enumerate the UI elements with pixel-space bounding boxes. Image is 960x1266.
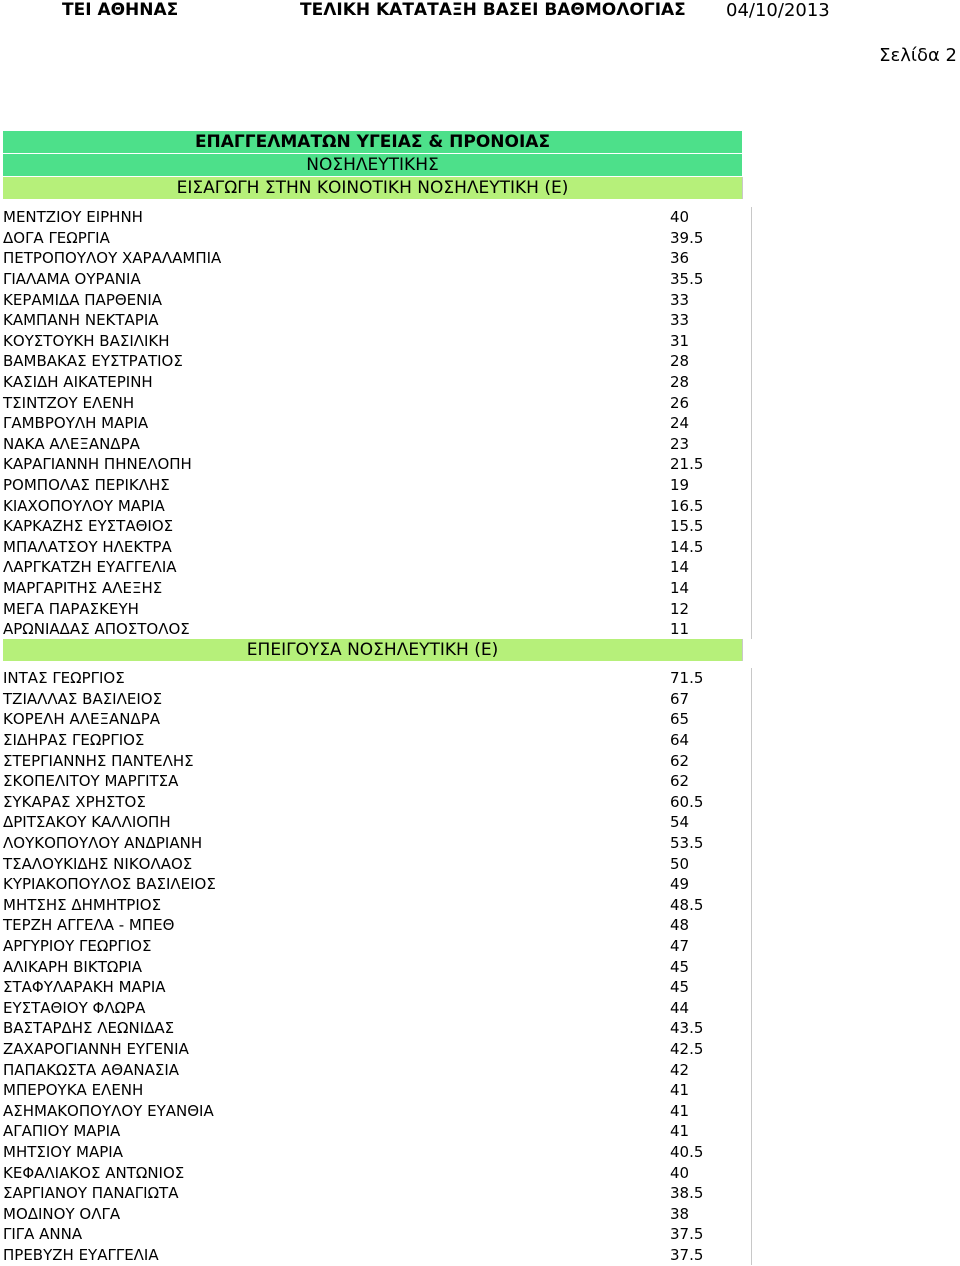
table-row — [3, 1039, 751, 1060]
table-row — [3, 874, 751, 895]
candidate-score: 28 — [670, 373, 690, 392]
candidate-score: 40.5 — [670, 1142, 704, 1161]
candidate-name: ΚΑΣΙΔΗ ΑΙΚΑΤΕΡΙΝΗ — [3, 373, 153, 392]
candidate-name: ΚΑΜΠΑΝΗ ΝΕΚΤΑΡΙΑ — [3, 311, 159, 330]
table-row — [3, 1080, 751, 1101]
candidate-name: ΡΟΜΠΟΛΑΣ ΠΕΡΙΚΛΗΣ — [3, 476, 170, 495]
candidate-score: 14.5 — [670, 537, 704, 556]
ranking-list — [3, 668, 751, 1265]
table-row — [3, 750, 751, 771]
table-row — [3, 578, 751, 599]
candidate-name: ΓΑΜΒΡΟΥΛΗ ΜΑΡΙΑ — [3, 414, 149, 433]
table-row — [3, 310, 751, 331]
table-row — [3, 792, 751, 813]
candidate-name: ΕΥΣΤΑΘΙΟΥ ΦΛΩΡΑ — [3, 998, 146, 1017]
section-title-emergency-nursing: ΕΠΕΙΓΟΥΣΑ ΝΟΣΗΛΕΥΤΙΚΗ (Ε) — [3, 639, 743, 661]
candidate-score: 15.5 — [670, 517, 704, 536]
table-row — [3, 936, 751, 957]
section-title-community-nursing: ΕΙΣΑΓΩΓΗ ΣΤΗΝ ΚΟΙΝΟΤΙΚΗ ΝΟΣΗΛΕΥΤΙΚΗ (Ε) — [3, 177, 743, 199]
candidate-name: ΠΡΕΒΥΖΗ ΕΥΑΓΓΕΛΙΑ — [3, 1245, 159, 1264]
table-row — [3, 1162, 751, 1183]
candidate-name: ΚΙΑΧΟΠΟΥΛΟΥ ΜΑΡΙΑ — [3, 496, 165, 515]
candidate-score: 45 — [670, 957, 690, 976]
candidate-score: 65 — [670, 710, 690, 729]
candidate-score: 16.5 — [670, 496, 704, 515]
candidate-score: 28 — [670, 352, 690, 371]
table-row — [3, 351, 751, 372]
candidate-score: 37.5 — [670, 1225, 704, 1244]
candidate-score: 44 — [670, 998, 690, 1017]
report-title: ΤΕΛΙΚΗ ΚΑΤΑΤΑΞΗ ΒΑΣΕΙ ΒΑΘΜΟΛΟΓΙΑΣ — [300, 0, 686, 20]
candidate-name: ΚΟΡΕΛΗ ΑΛΕΞΑΝΔΡΑ — [3, 710, 161, 729]
candidate-score: 38.5 — [670, 1184, 704, 1203]
candidate-name: ΣΤΑΦΥΛΑΡΑΚΗ ΜΑΡΙΑ — [3, 978, 166, 997]
table-row — [3, 269, 751, 290]
table-row — [3, 495, 751, 516]
table-row — [3, 557, 751, 578]
candidate-score: 43.5 — [670, 1019, 704, 1038]
candidate-name: ΒΑΣΤΑΡΔΗΣ ΛΕΩΝΙΔΑΣ — [3, 1019, 175, 1038]
candidate-score: 19 — [670, 476, 690, 495]
table-row — [3, 812, 751, 833]
school-title: ΕΠΑΓΓΕΛΜΑΤΩΝ ΥΓΕΙΑΣ & ΠΡΟΝΟΙΑΣ — [3, 131, 742, 153]
table-row — [3, 413, 751, 434]
candidate-name: ΜΕΓΑ ΠΑΡΑΣΚΕΥΗ — [3, 599, 139, 618]
candidate-name: ΑΣΗΜΑΚΟΠΟΥΛΟΥ ΕΥΑΝΘΙΑ — [3, 1101, 214, 1120]
table-row — [3, 977, 751, 998]
candidate-score: 67 — [670, 689, 690, 708]
section-emergency-nursing — [3, 668, 752, 1265]
table-row — [3, 228, 751, 249]
table-row — [3, 372, 751, 393]
table-row — [3, 516, 751, 537]
candidate-score: 21.5 — [670, 455, 704, 474]
table-row — [3, 1224, 751, 1245]
candidate-score: 38 — [670, 1204, 690, 1223]
table-row — [3, 915, 751, 936]
table-row — [3, 1203, 751, 1224]
table-row — [3, 956, 751, 977]
department-title: ΝΟΣΗΛΕΥΤΙΚΗΣ — [3, 154, 742, 176]
candidate-score: 49 — [670, 875, 690, 894]
candidate-name: ΤΖΙΑΛΛΑΣ ΒΑΣΙΛΕΙΟΣ — [3, 689, 163, 708]
candidate-score: 33 — [670, 290, 690, 309]
candidate-name: ΠΑΠΑΚΩΣΤΑ ΑΘΑΝΑΣΙΑ — [3, 1060, 180, 1079]
candidate-name: ΜΟΔΙΝΟΥ ΟΛΓΑ — [3, 1204, 121, 1223]
candidate-score: 41 — [670, 1081, 690, 1100]
table-row — [3, 1059, 751, 1080]
report-date: 04/10/2013 — [726, 0, 830, 21]
candidate-score: 48 — [670, 916, 690, 935]
institution-name: ΤΕΙ ΑΘΗΝΑΣ — [62, 0, 179, 20]
candidate-score: 12 — [670, 599, 690, 618]
candidate-score: 31 — [670, 331, 690, 350]
candidate-name: ΣΙΔΗΡΑΣ ΓΕΩΡΓΙΟΣ — [3, 731, 145, 750]
candidate-score: 24 — [670, 414, 690, 433]
candidate-name: ΣΑΡΓΙΑΝΟΥ ΠΑΝΑΓΙΩΤΑ — [3, 1184, 179, 1203]
candidate-name: ΚΑΡΑΓΙΑΝΝΗ ΠΗΝΕΛΟΠΗ — [3, 455, 192, 474]
table-row — [3, 537, 751, 558]
candidate-score: 64 — [670, 731, 690, 750]
section-community-nursing — [3, 207, 752, 639]
candidate-score: 71.5 — [670, 669, 704, 688]
table-row — [3, 998, 751, 1019]
candidate-name: ΔΡΙΤΣΑΚΟΥ ΚΑΛΛΙΟΠΗ — [3, 813, 171, 832]
candidate-name: ΝΑΚΑ ΑΛΕΞΑΝΔΡΑ — [3, 434, 140, 453]
candidate-score: 53.5 — [670, 834, 704, 853]
table-row — [3, 689, 751, 710]
table-row — [3, 598, 751, 619]
table-row — [3, 1018, 751, 1039]
candidate-score: 14 — [670, 558, 690, 577]
table-row — [3, 1100, 751, 1121]
table-row — [3, 619, 751, 640]
candidate-name: ΚΕΡΑΜΙΔΑ ΠΑΡΘΕΝΙΑ — [3, 290, 163, 309]
table-row — [3, 895, 751, 916]
candidate-score: 47 — [670, 937, 690, 956]
candidate-name: ΑΛΙΚΑΡΗ ΒΙΚΤΩΡΙΑ — [3, 957, 143, 976]
candidate-score: 54 — [670, 813, 690, 832]
table-row — [3, 730, 751, 751]
table-row — [3, 709, 751, 730]
candidate-score: 40 — [670, 208, 690, 227]
candidate-score: 33 — [670, 311, 690, 330]
candidate-score: 40 — [670, 1163, 690, 1182]
candidate-name: ΚΑΡΚΑΖΗΣ ΕΥΣΤΑΘΙΟΣ — [3, 517, 174, 536]
candidate-score: 45 — [670, 978, 690, 997]
candidate-name: ΤΕΡΖΗ ΑΓΓΕΛΑ - ΜΠΕΘ — [3, 916, 175, 935]
candidate-name: ΓΙΑΛΑΜΑ ΟΥΡΑΝΙΑ — [3, 270, 141, 289]
table-row — [3, 207, 751, 228]
candidate-score: 36 — [670, 249, 690, 268]
candidate-score: 48.5 — [670, 895, 704, 914]
candidate-score: 35.5 — [670, 270, 704, 289]
candidate-score: 23 — [670, 434, 690, 453]
candidate-name: ΠΕΤΡΟΠΟΥΛΟΥ ΧΑΡΑΛΑΜΠΙΑ — [3, 249, 222, 268]
candidate-score: 60.5 — [670, 792, 704, 811]
table-row — [3, 833, 751, 854]
table-row — [3, 248, 751, 269]
candidate-score: 14 — [670, 578, 690, 597]
candidate-score: 50 — [670, 854, 690, 873]
candidate-name: ΚΥΡΙΑΚΟΠΟΥΛΟΣ ΒΑΣΙΛΕΙΟΣ — [3, 875, 216, 894]
table-row — [3, 853, 751, 874]
candidate-name: ΛΑΡΓΚΑΤΖΗ ΕΥΑΓΓΕΛΙΑ — [3, 558, 177, 577]
candidate-score: 37.5 — [670, 1245, 704, 1264]
table-row — [3, 392, 751, 413]
table-row — [3, 331, 751, 352]
candidate-name: ΣΥΚΑΡΑΣ ΧΡΗΣΤΟΣ — [3, 792, 146, 811]
candidate-name: ΚΕΦΑΛΙΑΚΟΣ ΑΝΤΩΝΙΟΣ — [3, 1163, 185, 1182]
candidate-name: ΙΝΤΑΣ ΓΕΩΡΓΙΟΣ — [3, 669, 125, 688]
candidate-name: ΔΟΓΑ ΓΕΩΡΓΙΑ — [3, 228, 110, 247]
candidate-name: ΒΑΜΒΑΚΑΣ ΕΥΣΤΡΑΤΙΟΣ — [3, 352, 183, 371]
candidate-score: 62 — [670, 772, 690, 791]
table-row — [3, 454, 751, 475]
candidate-name: ΑΓΑΠΙΟΥ ΜΑΡΙΑ — [3, 1122, 121, 1141]
table-row — [3, 1121, 751, 1142]
candidate-name: ΜΠΕΡΟΥΚΑ ΕΛΕΝΗ — [3, 1081, 144, 1100]
candidate-name: ΓΙΓΑ ΑΝΝΑ — [3, 1225, 83, 1244]
ranking-list — [3, 207, 751, 639]
table-row — [3, 1245, 751, 1266]
candidate-score: 62 — [670, 751, 690, 770]
candidate-score: 39.5 — [670, 228, 704, 247]
candidate-name: ΑΡΩΝΙΑΔΑΣ ΑΠΟΣΤΟΛΟΣ — [3, 620, 190, 639]
candidate-score: 42 — [670, 1060, 690, 1079]
candidate-name: ΜΠΑΛΑΤΣΟΥ ΗΛΕΚΤΡΑ — [3, 537, 172, 556]
candidate-name: ΑΡΓΥΡΙΟΥ ΓΕΩΡΓΙΟΣ — [3, 937, 152, 956]
table-row — [3, 475, 751, 496]
candidate-name: ΜΗΤΣΗΣ ΔΗΜΗΤΡΙΟΣ — [3, 895, 162, 914]
candidate-score: 41 — [670, 1101, 690, 1120]
candidate-name: ΛΟΥΚΟΠΟΥΛΟΥ ΑΝΔΡΙΑΝΗ — [3, 834, 203, 853]
candidate-name: ΣΤΕΡΓΙΑΝΝΗΣ ΠΑΝΤΕΛΗΣ — [3, 751, 194, 770]
table-row — [3, 668, 751, 689]
table-row — [3, 1183, 751, 1204]
candidate-name: ΜΗΤΣΙΟΥ ΜΑΡΙΑ — [3, 1142, 123, 1161]
table-row — [3, 771, 751, 792]
candidate-score: 41 — [670, 1122, 690, 1141]
candidate-score: 42.5 — [670, 1039, 704, 1058]
candidate-name: ΤΣΙΝΤΖΟΥ ΕΛΕΝΗ — [3, 393, 135, 412]
table-row — [3, 289, 751, 310]
candidate-name: ΜΑΡΓΑΡΙΤΗΣ ΑΛΕΞΗΣ — [3, 578, 163, 597]
page-number: Σελίδα 2 — [879, 45, 957, 66]
candidate-name: ΤΣΑΛΟΥΚΙΔΗΣ ΝΙΚΟΛΑΟΣ — [3, 854, 193, 873]
table-row — [3, 434, 751, 455]
candidate-score: 11 — [670, 620, 690, 639]
candidate-name: ΚΟΥΣΤΟΥΚΗ ΒΑΣΙΛΙΚΗ — [3, 331, 170, 350]
candidate-name: ΖΑΧΑΡΟΓΙΑΝΝΗ ΕΥΓΕΝΙΑ — [3, 1039, 189, 1058]
candidate-name: ΜΕΝΤΖΙΟΥ ΕΙΡΗΝΗ — [3, 208, 143, 227]
candidate-name: ΣΚΟΠΕΛΙΤΟΥ ΜΑΡΓΙΤΣΑ — [3, 772, 179, 791]
table-row — [3, 1142, 751, 1163]
candidate-score: 26 — [670, 393, 690, 412]
